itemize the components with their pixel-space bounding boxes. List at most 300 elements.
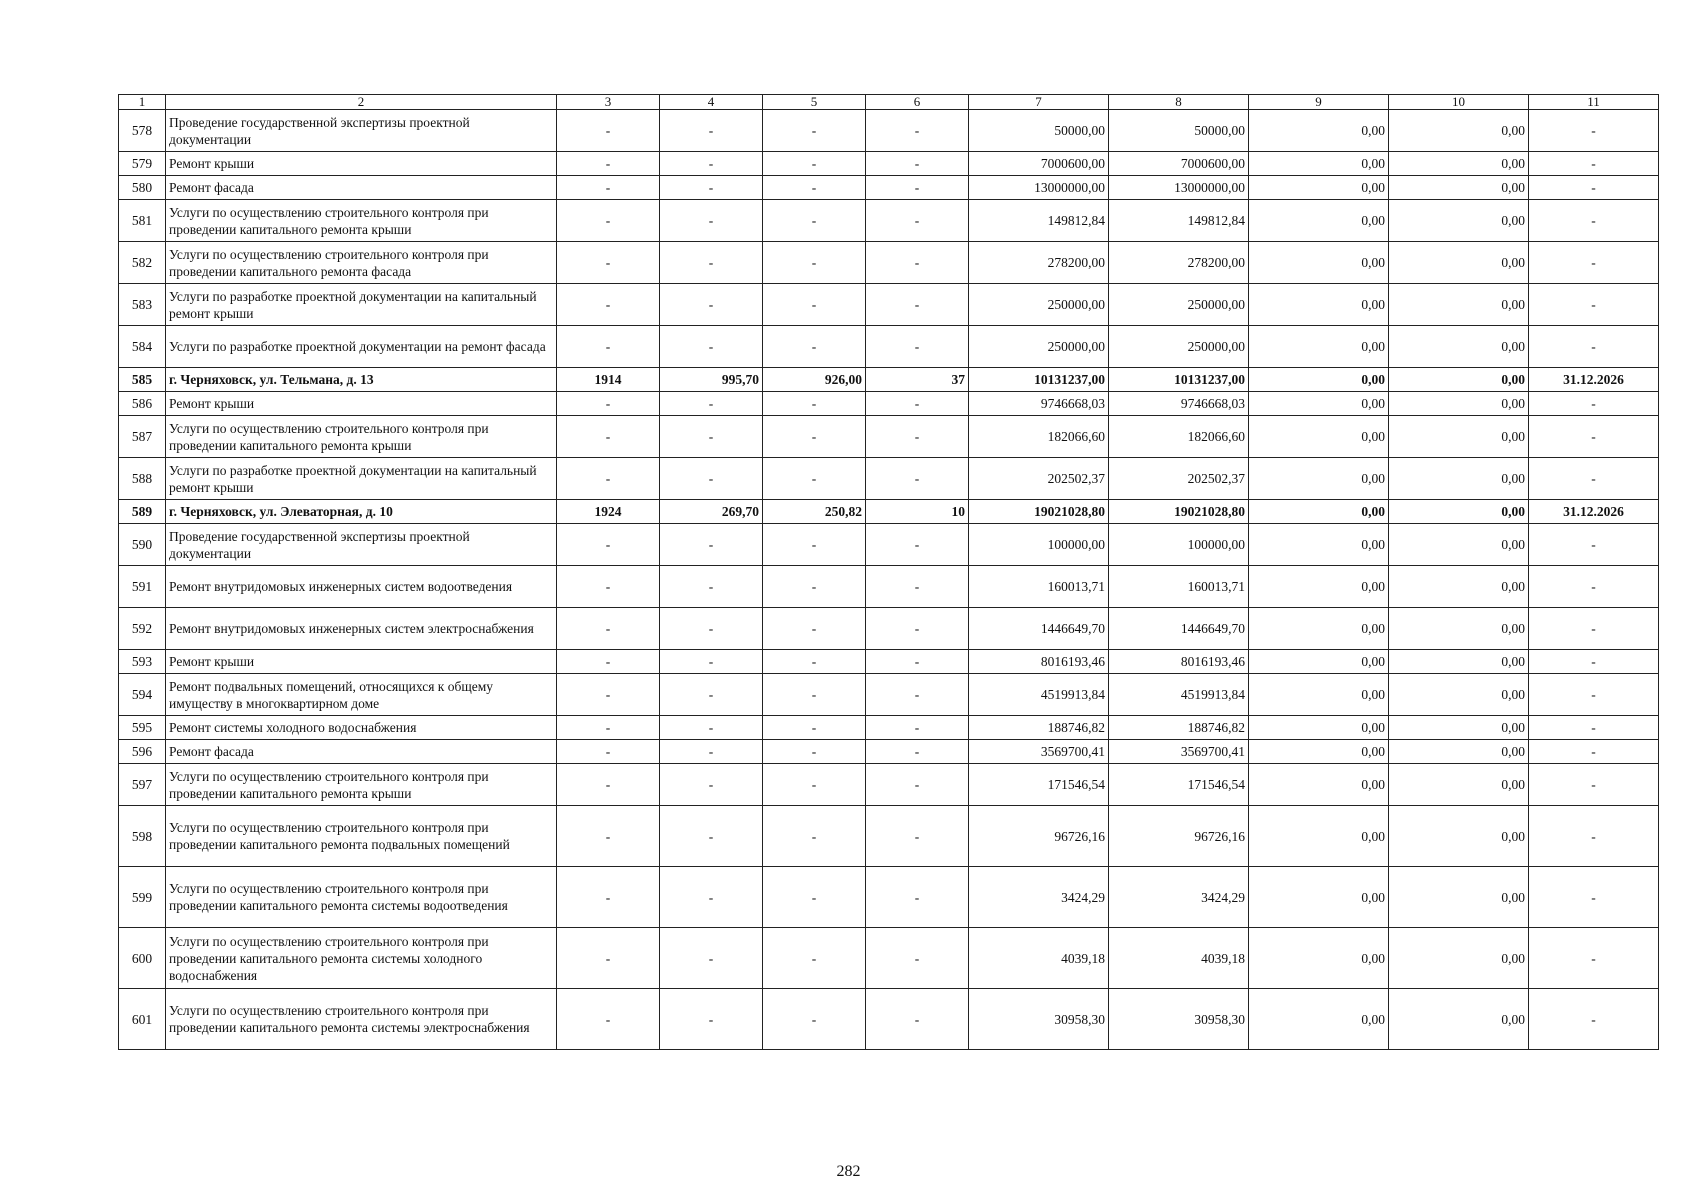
col-5-value: - <box>763 716 866 740</box>
col-6-value: - <box>866 566 969 608</box>
col-5-value: - <box>763 928 866 989</box>
col-4-value: 269,70 <box>660 500 763 524</box>
item-name: Проведение государственной экспертизы проектной документации <box>166 524 557 566</box>
col-3-value: 1914 <box>557 368 660 392</box>
row-number: 597 <box>119 764 166 806</box>
col-9-value: 0,00 <box>1249 806 1389 867</box>
col-8-value: 278200,00 <box>1109 242 1249 284</box>
col-5-value: - <box>763 608 866 650</box>
col-4-value: - <box>660 392 763 416</box>
col-8-value: 8016193,46 <box>1109 650 1249 674</box>
table-row <box>119 524 1659 566</box>
col-6-value: - <box>866 928 969 989</box>
item-name: Проведение государственной экспертизы проектной документации <box>166 110 557 152</box>
col-9-value: 0,00 <box>1249 284 1389 326</box>
col-5-value: - <box>763 176 866 200</box>
col-10-value: 0,00 <box>1389 650 1529 674</box>
col-7-value: 182066,60 <box>969 416 1109 458</box>
col-11-value: - <box>1529 650 1659 674</box>
table-row <box>119 764 1659 806</box>
col-9-value: 0,00 <box>1249 650 1389 674</box>
table-row <box>119 806 1659 867</box>
col-7-value: 96726,16 <box>969 806 1109 867</box>
col-6-value: 37 <box>866 368 969 392</box>
col-9-value: 0,00 <box>1249 764 1389 806</box>
col-8-value: 171546,54 <box>1109 764 1249 806</box>
row-number: 587 <box>119 416 166 458</box>
col-10-value: 0,00 <box>1389 200 1529 242</box>
col-5-value: - <box>763 458 866 500</box>
row-number: 594 <box>119 674 166 716</box>
col-3-value: - <box>557 200 660 242</box>
col-3-value: - <box>557 674 660 716</box>
table-row <box>119 740 1659 764</box>
col-8-value: 96726,16 <box>1109 806 1249 867</box>
col-11-value: - <box>1529 674 1659 716</box>
col-7-value: 30958,30 <box>969 989 1109 1050</box>
col-3-value: - <box>557 110 660 152</box>
col-10-value: 0,00 <box>1389 764 1529 806</box>
col-9-value: 0,00 <box>1249 740 1389 764</box>
col-5-value: - <box>763 110 866 152</box>
col-6-value: - <box>866 416 969 458</box>
col-3-value: - <box>557 764 660 806</box>
col-5-value: - <box>763 284 866 326</box>
item-name: Услуги по осуществлению строительного контроля при проведении капитального ремонта подвальных помещений <box>166 806 557 867</box>
col-3-value: 1924 <box>557 500 660 524</box>
item-name: Ремонт системы холодного водоснабжения <box>166 716 557 740</box>
col-9-value: 0,00 <box>1249 242 1389 284</box>
header-cell: 1 <box>119 95 166 110</box>
table-row <box>119 284 1659 326</box>
row-number: 598 <box>119 806 166 867</box>
col-6-value: - <box>866 392 969 416</box>
col-3-value: - <box>557 928 660 989</box>
col-11-value: - <box>1529 326 1659 368</box>
col-7-value: 50000,00 <box>969 110 1109 152</box>
col-11-value: - <box>1529 928 1659 989</box>
col-9-value: 0,00 <box>1249 152 1389 176</box>
col-6-value: - <box>866 650 969 674</box>
col-7-value: 1446649,70 <box>969 608 1109 650</box>
col-11-value: - <box>1529 806 1659 867</box>
row-number: 578 <box>119 110 166 152</box>
col-8-value: 7000600,00 <box>1109 152 1249 176</box>
col-11-value: - <box>1529 392 1659 416</box>
col-11-value: - <box>1529 110 1659 152</box>
col-10-value: 0,00 <box>1389 284 1529 326</box>
col-5-value: - <box>763 764 866 806</box>
col-11-value: - <box>1529 458 1659 500</box>
col-11-value: - <box>1529 152 1659 176</box>
col-6-value: - <box>866 764 969 806</box>
item-name: Услуги по осуществлению строительного контроля при проведении капитального ремонта крыши <box>166 416 557 458</box>
col-4-value: - <box>660 608 763 650</box>
header-cell: 9 <box>1249 95 1389 110</box>
col-6-value: - <box>866 284 969 326</box>
col-4-value: - <box>660 176 763 200</box>
col-8-value: 4519913,84 <box>1109 674 1249 716</box>
col-10-value: 0,00 <box>1389 392 1529 416</box>
col-4-value: - <box>660 806 763 867</box>
col-11-value: - <box>1529 608 1659 650</box>
row-number: 592 <box>119 608 166 650</box>
row-number: 589 <box>119 500 166 524</box>
col-10-value: 0,00 <box>1389 416 1529 458</box>
col-8-value: 160013,71 <box>1109 566 1249 608</box>
item-name: Услуги по разработке проектной документации на ремонт фасада <box>166 326 557 368</box>
col-11-value: - <box>1529 566 1659 608</box>
col-11-value: - <box>1529 200 1659 242</box>
col-10-value: 0,00 <box>1389 740 1529 764</box>
item-name: г. Черняховск, ул. Тельмана, д. 13 <box>166 368 557 392</box>
item-name: Ремонт крыши <box>166 152 557 176</box>
header-cell: 2 <box>166 95 557 110</box>
col-6-value: - <box>866 716 969 740</box>
col-4-value: - <box>660 524 763 566</box>
col-4-value: - <box>660 716 763 740</box>
row-number: 600 <box>119 928 166 989</box>
col-4-value: - <box>660 458 763 500</box>
col-6-value: - <box>866 524 969 566</box>
col-11-value: - <box>1529 764 1659 806</box>
col-11-value: - <box>1529 716 1659 740</box>
item-name: Услуги по разработке проектной документации на капитальный ремонт крыши <box>166 458 557 500</box>
col-9-value: 0,00 <box>1249 928 1389 989</box>
item-name: Услуги по осуществлению строительного контроля при проведении капитального ремонта крыши <box>166 764 557 806</box>
row-number: 579 <box>119 152 166 176</box>
row-number: 581 <box>119 200 166 242</box>
header-cell: 6 <box>866 95 969 110</box>
col-3-value: - <box>557 176 660 200</box>
col-4-value: 995,70 <box>660 368 763 392</box>
col-6-value: - <box>866 242 969 284</box>
item-name: Ремонт крыши <box>166 392 557 416</box>
header-cell: 3 <box>557 95 660 110</box>
col-5-value: - <box>763 392 866 416</box>
table-row <box>119 200 1659 242</box>
col-4-value: - <box>660 566 763 608</box>
col-10-value: 0,00 <box>1389 458 1529 500</box>
col-8-value: 10131237,00 <box>1109 368 1249 392</box>
col-4-value: - <box>660 764 763 806</box>
col-4-value: - <box>660 928 763 989</box>
table-row <box>119 608 1659 650</box>
table-row <box>119 650 1659 674</box>
col-10-value: 0,00 <box>1389 152 1529 176</box>
col-7-value: 19021028,80 <box>969 500 1109 524</box>
item-name: г. Черняховск, ул. Элеваторная, д. 10 <box>166 500 557 524</box>
col-7-value: 7000600,00 <box>969 152 1109 176</box>
col-6-value: - <box>866 152 969 176</box>
col-5-value: - <box>763 806 866 867</box>
col-10-value: 0,00 <box>1389 608 1529 650</box>
col-10-value: 0,00 <box>1389 110 1529 152</box>
col-10-value: 0,00 <box>1389 326 1529 368</box>
row-number: 595 <box>119 716 166 740</box>
table-row <box>119 392 1659 416</box>
col-3-value: - <box>557 152 660 176</box>
row-number: 590 <box>119 524 166 566</box>
col-9-value: 0,00 <box>1249 326 1389 368</box>
item-name: Ремонт фасада <box>166 176 557 200</box>
col-3-value: - <box>557 806 660 867</box>
item-name: Ремонт внутридомовых инженерных систем водоотведения <box>166 566 557 608</box>
col-9-value: 0,00 <box>1249 392 1389 416</box>
table-row <box>119 152 1659 176</box>
col-4-value: - <box>660 284 763 326</box>
col-5-value: - <box>763 650 866 674</box>
col-6-value: - <box>866 326 969 368</box>
table-row <box>119 458 1659 500</box>
table-row <box>119 989 1659 1050</box>
col-3-value: - <box>557 716 660 740</box>
table-row <box>119 500 1659 524</box>
row-number: 582 <box>119 242 166 284</box>
col-6-value: - <box>866 200 969 242</box>
col-11-value: - <box>1529 867 1659 928</box>
col-11-value: - <box>1529 740 1659 764</box>
col-8-value: 13000000,00 <box>1109 176 1249 200</box>
col-4-value: - <box>660 152 763 176</box>
col-11-value: - <box>1529 176 1659 200</box>
col-8-value: 149812,84 <box>1109 200 1249 242</box>
col-10-value: 0,00 <box>1389 242 1529 284</box>
col-7-value: 202502,37 <box>969 458 1109 500</box>
row-number: 601 <box>119 989 166 1050</box>
col-8-value: 50000,00 <box>1109 110 1249 152</box>
col-9-value: 0,00 <box>1249 176 1389 200</box>
table-body <box>119 95 1659 1050</box>
col-4-value: - <box>660 110 763 152</box>
col-3-value: - <box>557 392 660 416</box>
header-cell: 8 <box>1109 95 1249 110</box>
col-5-value: - <box>763 242 866 284</box>
col-9-value: 0,00 <box>1249 524 1389 566</box>
col-4-value: - <box>660 674 763 716</box>
col-7-value: 250000,00 <box>969 284 1109 326</box>
col-10-value: 0,00 <box>1389 989 1529 1050</box>
col-10-value: 0,00 <box>1389 716 1529 740</box>
col-8-value: 100000,00 <box>1109 524 1249 566</box>
col-5-value: - <box>763 674 866 716</box>
col-7-value: 100000,00 <box>969 524 1109 566</box>
col-7-value: 10131237,00 <box>969 368 1109 392</box>
row-number: 580 <box>119 176 166 200</box>
col-3-value: - <box>557 867 660 928</box>
col-5-value: - <box>763 326 866 368</box>
item-name: Услуги по осуществлению строительного контроля при проведении капитального ремонта крыши <box>166 200 557 242</box>
col-3-value: - <box>557 326 660 368</box>
col-7-value: 3569700,41 <box>969 740 1109 764</box>
col-10-value: 0,00 <box>1389 500 1529 524</box>
col-8-value: 9746668,03 <box>1109 392 1249 416</box>
table-row <box>119 176 1659 200</box>
col-6-value: - <box>866 458 969 500</box>
col-10-value: 0,00 <box>1389 867 1529 928</box>
item-name: Ремонт внутридомовых инженерных систем электроснабжения <box>166 608 557 650</box>
col-7-value: 3424,29 <box>969 867 1109 928</box>
col-3-value: - <box>557 566 660 608</box>
col-9-value: 0,00 <box>1249 368 1389 392</box>
col-10-value: 0,00 <box>1389 928 1529 989</box>
row-number: 583 <box>119 284 166 326</box>
col-10-value: 0,00 <box>1389 566 1529 608</box>
col-11-value: - <box>1529 989 1659 1050</box>
col-9-value: 0,00 <box>1249 110 1389 152</box>
col-9-value: 0,00 <box>1249 989 1389 1050</box>
col-9-value: 0,00 <box>1249 200 1389 242</box>
col-7-value: 250000,00 <box>969 326 1109 368</box>
page-number: 282 <box>836 1163 861 1180</box>
col-4-value: - <box>660 650 763 674</box>
col-8-value: 1446649,70 <box>1109 608 1249 650</box>
item-name: Услуги по осуществлению строительного контроля при проведении капитального ремонта системы электроснабжения <box>166 989 557 1050</box>
col-8-value: 30958,30 <box>1109 989 1249 1050</box>
col-3-value: - <box>557 416 660 458</box>
col-10-value: 0,00 <box>1389 176 1529 200</box>
col-7-value: 278200,00 <box>969 242 1109 284</box>
col-7-value: 4039,18 <box>969 928 1109 989</box>
column-number-header <box>119 95 1659 110</box>
table-row <box>119 242 1659 284</box>
header-cell: 5 <box>763 95 866 110</box>
col-8-value: 182066,60 <box>1109 416 1249 458</box>
col-9-value: 0,00 <box>1249 416 1389 458</box>
table-row <box>119 716 1659 740</box>
col-3-value: - <box>557 458 660 500</box>
table-row <box>119 110 1659 152</box>
col-6-value: - <box>866 740 969 764</box>
col-6-value: - <box>866 608 969 650</box>
header-cell: 4 <box>660 95 763 110</box>
col-10-value: 0,00 <box>1389 674 1529 716</box>
col-7-value: 149812,84 <box>969 200 1109 242</box>
col-7-value: 8016193,46 <box>969 650 1109 674</box>
col-5-value: - <box>763 566 866 608</box>
col-5-value: 250,82 <box>763 500 866 524</box>
col-8-value: 188746,82 <box>1109 716 1249 740</box>
header-cell: 11 <box>1529 95 1659 110</box>
col-3-value: - <box>557 524 660 566</box>
col-8-value: 250000,00 <box>1109 284 1249 326</box>
col-7-value: 160013,71 <box>969 566 1109 608</box>
col-9-value: 0,00 <box>1249 674 1389 716</box>
header-cell: 7 <box>969 95 1109 110</box>
table-row <box>119 867 1659 928</box>
table-row <box>119 416 1659 458</box>
item-name: Ремонт крыши <box>166 650 557 674</box>
col-6-value: 10 <box>866 500 969 524</box>
row-number: 584 <box>119 326 166 368</box>
col-3-value: - <box>557 740 660 764</box>
table-row <box>119 368 1659 392</box>
col-9-value: 0,00 <box>1249 458 1389 500</box>
col-4-value: - <box>660 416 763 458</box>
item-name: Услуги по осуществлению строительного контроля при проведении капитального ремонта фасада <box>166 242 557 284</box>
col-8-value: 250000,00 <box>1109 326 1249 368</box>
col-11-value: - <box>1529 242 1659 284</box>
col-6-value: - <box>866 674 969 716</box>
table-row <box>119 674 1659 716</box>
col-8-value: 3569700,41 <box>1109 740 1249 764</box>
item-name: Услуги по осуществлению строительного контроля при проведении капитального ремонта системы водоотведения <box>166 867 557 928</box>
col-8-value: 4039,18 <box>1109 928 1249 989</box>
document-sheet <box>118 94 1658 1050</box>
col-4-value: - <box>660 200 763 242</box>
col-4-value: - <box>660 989 763 1050</box>
col-5-value: 926,00 <box>763 368 866 392</box>
col-5-value: - <box>763 989 866 1050</box>
col-6-value: - <box>866 867 969 928</box>
row-number: 599 <box>119 867 166 928</box>
header-cell: 10 <box>1389 95 1529 110</box>
col-4-value: - <box>660 740 763 764</box>
col-6-value: - <box>866 176 969 200</box>
col-3-value: - <box>557 284 660 326</box>
col-5-value: - <box>763 740 866 764</box>
col-5-value: - <box>763 524 866 566</box>
row-number: 586 <box>119 392 166 416</box>
col-11-value: - <box>1529 524 1659 566</box>
table-row <box>119 326 1659 368</box>
col-7-value: 171546,54 <box>969 764 1109 806</box>
col-3-value: - <box>557 650 660 674</box>
col-11-value: 31.12.2026 <box>1529 500 1659 524</box>
row-number: 591 <box>119 566 166 608</box>
table-row <box>119 928 1659 989</box>
col-3-value: - <box>557 608 660 650</box>
col-11-value: 31.12.2026 <box>1529 368 1659 392</box>
col-8-value: 3424,29 <box>1109 867 1249 928</box>
col-9-value: 0,00 <box>1249 566 1389 608</box>
col-6-value: - <box>866 989 969 1050</box>
col-11-value: - <box>1529 416 1659 458</box>
row-number: 588 <box>119 458 166 500</box>
col-5-value: - <box>763 200 866 242</box>
data-table <box>118 94 1659 1050</box>
col-5-value: - <box>763 867 866 928</box>
col-3-value: - <box>557 989 660 1050</box>
col-10-value: 0,00 <box>1389 368 1529 392</box>
row-number: 593 <box>119 650 166 674</box>
col-4-value: - <box>660 326 763 368</box>
col-7-value: 188746,82 <box>969 716 1109 740</box>
item-name: Услуги по разработке проектной документации на капитальный ремонт крыши <box>166 284 557 326</box>
col-9-value: 0,00 <box>1249 716 1389 740</box>
table-row <box>119 566 1659 608</box>
col-4-value: - <box>660 867 763 928</box>
col-11-value: - <box>1529 284 1659 326</box>
item-name: Услуги по осуществлению строительного контроля при проведении капитального ремонта системы холодного водоснабжения <box>166 928 557 989</box>
col-7-value: 4519913,84 <box>969 674 1109 716</box>
col-7-value: 13000000,00 <box>969 176 1109 200</box>
col-3-value: - <box>557 242 660 284</box>
col-7-value: 9746668,03 <box>969 392 1109 416</box>
col-6-value: - <box>866 110 969 152</box>
col-10-value: 0,00 <box>1389 524 1529 566</box>
col-5-value: - <box>763 416 866 458</box>
row-number: 585 <box>119 368 166 392</box>
col-6-value: - <box>866 806 969 867</box>
col-9-value: 0,00 <box>1249 608 1389 650</box>
col-8-value: 19021028,80 <box>1109 500 1249 524</box>
col-5-value: - <box>763 152 866 176</box>
col-4-value: - <box>660 242 763 284</box>
col-8-value: 202502,37 <box>1109 458 1249 500</box>
row-number: 596 <box>119 740 166 764</box>
col-9-value: 0,00 <box>1249 867 1389 928</box>
